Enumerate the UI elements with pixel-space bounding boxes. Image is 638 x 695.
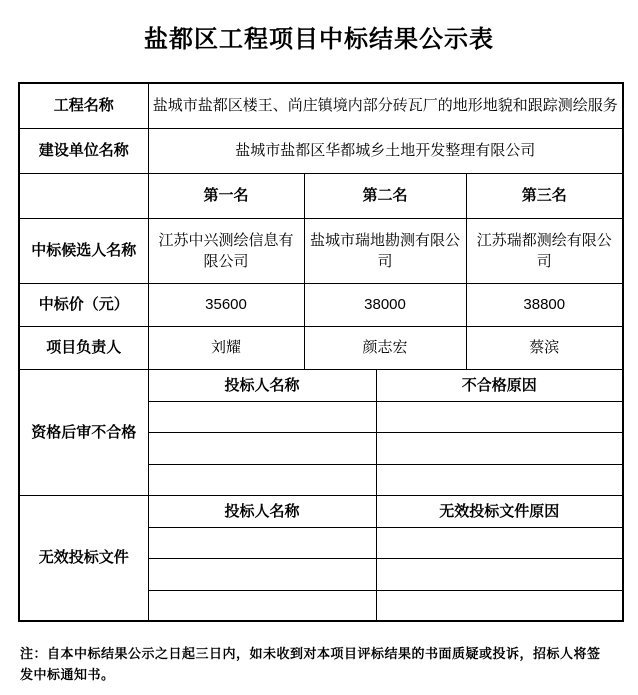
- empty-cell: [148, 464, 376, 495]
- rank-first-header: 第一名: [148, 173, 304, 218]
- price-second: 38000: [304, 283, 466, 326]
- candidates-label: 中标候选人名称: [19, 218, 148, 283]
- price-label: 中标价（元）: [19, 283, 148, 326]
- empty-cell: [376, 464, 623, 495]
- leader-label: 项目负责人: [19, 326, 148, 369]
- empty-cell: [19, 173, 148, 218]
- candidate-third: 江苏瑞都测绘有限公司: [466, 218, 623, 283]
- empty-cell: [376, 432, 623, 464]
- page: [0, 25, 638, 695]
- empty-cell: [148, 527, 376, 558]
- row-leader: [19, 326, 623, 369]
- row-postqual-header: [19, 369, 623, 401]
- empty-cell: [148, 432, 376, 464]
- project-name-label: 工程名称: [19, 83, 148, 128]
- empty-cell: [148, 590, 376, 621]
- rank-second-header: 第二名: [304, 173, 466, 218]
- postqual-label: 资格后审不合格: [19, 369, 148, 495]
- postqual-reason-header: 不合格原因: [376, 369, 623, 401]
- empty-cell: [376, 590, 623, 621]
- leader-third: 蔡滨: [466, 326, 623, 369]
- project-name-value: 盐城市盐都区楼王、尚庄镇境内部分砖瓦厂的地形地貌和跟踪测绘服务: [148, 83, 623, 128]
- rank-third-header: 第三名: [466, 173, 623, 218]
- leader-second: 颜志宏: [304, 326, 466, 369]
- row-candidates: [19, 218, 623, 283]
- row-invalidbid-header: [19, 495, 623, 527]
- empty-cell: [148, 558, 376, 590]
- invalidbid-label: 无效投标文件: [19, 495, 148, 621]
- empty-cell: [376, 401, 623, 432]
- price-first: 35600: [148, 283, 304, 326]
- owner-name-label: 建设单位名称: [19, 128, 148, 173]
- page-title: 盐都区工程项目中标结果公示表: [144, 26, 494, 53]
- empty-cell: [376, 527, 623, 558]
- empty-cell: [376, 558, 623, 590]
- invalidbid-bidder-header: 投标人名称: [148, 495, 376, 527]
- footnote: 注：自本中标结果公示之日起三日内，如未收到对本项目评标结果的书面质疑或投诉，招标人将签发中标通知书。: [20, 646, 601, 682]
- bid-result-table: [18, 82, 624, 622]
- postqual-bidder-header: 投标人名称: [148, 369, 376, 401]
- row-project-name: [19, 83, 623, 128]
- row-price: [19, 283, 623, 326]
- candidate-first: 江苏中兴测绘信息有限公司: [148, 218, 304, 283]
- empty-cell: [148, 401, 376, 432]
- invalidbid-reason-header: 无效投标文件原因: [376, 495, 623, 527]
- leader-first: 刘耀: [148, 326, 304, 369]
- candidate-second: 盐城市瑞地勘测有限公司: [304, 218, 466, 283]
- row-rank-header: [19, 173, 623, 218]
- price-third: 38800: [466, 283, 623, 326]
- row-owner-name: [19, 128, 623, 173]
- owner-name-value: 盐城市盐都区华都城乡土地开发整理有限公司: [148, 128, 623, 173]
